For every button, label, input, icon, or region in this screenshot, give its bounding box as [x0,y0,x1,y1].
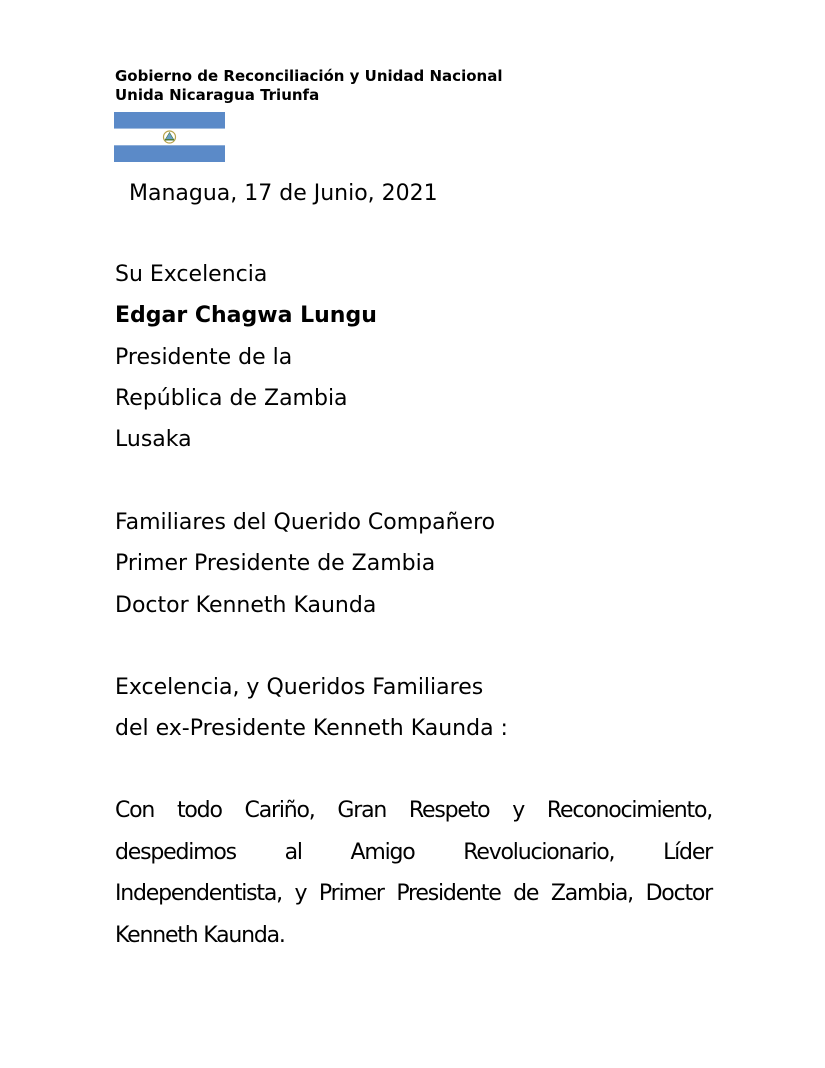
salutation-block [115,667,508,750]
letterhead [115,67,502,105]
addressee-city: Lusaka [115,427,192,453]
nicaragua-flag-icon [114,112,225,162]
letterhead-government-line: Gobierno de Reconciliación y Unidad Nacional [115,67,503,85]
letter-body-paragraph [115,790,712,956]
family-line1: Familiares del Querido Compañero [115,510,496,535]
letter-date: Managua, 17 de Junio, 2021 [122,181,438,206]
addressee-title: Su Excelencia [115,262,268,287]
addressee-position-line1: Presidente de la [115,344,293,370]
salutation-line2: del ex-Presidente Kenneth Kaunda : [115,716,508,742]
letterhead-slogan-line: Unida Nicaragua Triunfa [115,86,320,104]
family-line2: Primer Presidente de Zambia [115,551,436,577]
body-paragraph-text: Con todo Cariño, Gran Respeto y Reconocimiento, despedimos al Amigo Revolucionario, Líder Independentista, y Primer Presidente de Zambia, Doctor Kenneth Kaunda. [115,798,712,948]
family-line3: Doctor Kenneth Kaunda [115,592,377,618]
salutation-line1: Excelencia, y Queridos Familiares [115,675,484,700]
addressee-block [115,254,377,460]
addressee-name: Edgar Chagwa Lungu [115,303,377,329]
family-addressee-block [115,502,495,626]
addressee-position-line2: República de Zambia [115,385,348,411]
